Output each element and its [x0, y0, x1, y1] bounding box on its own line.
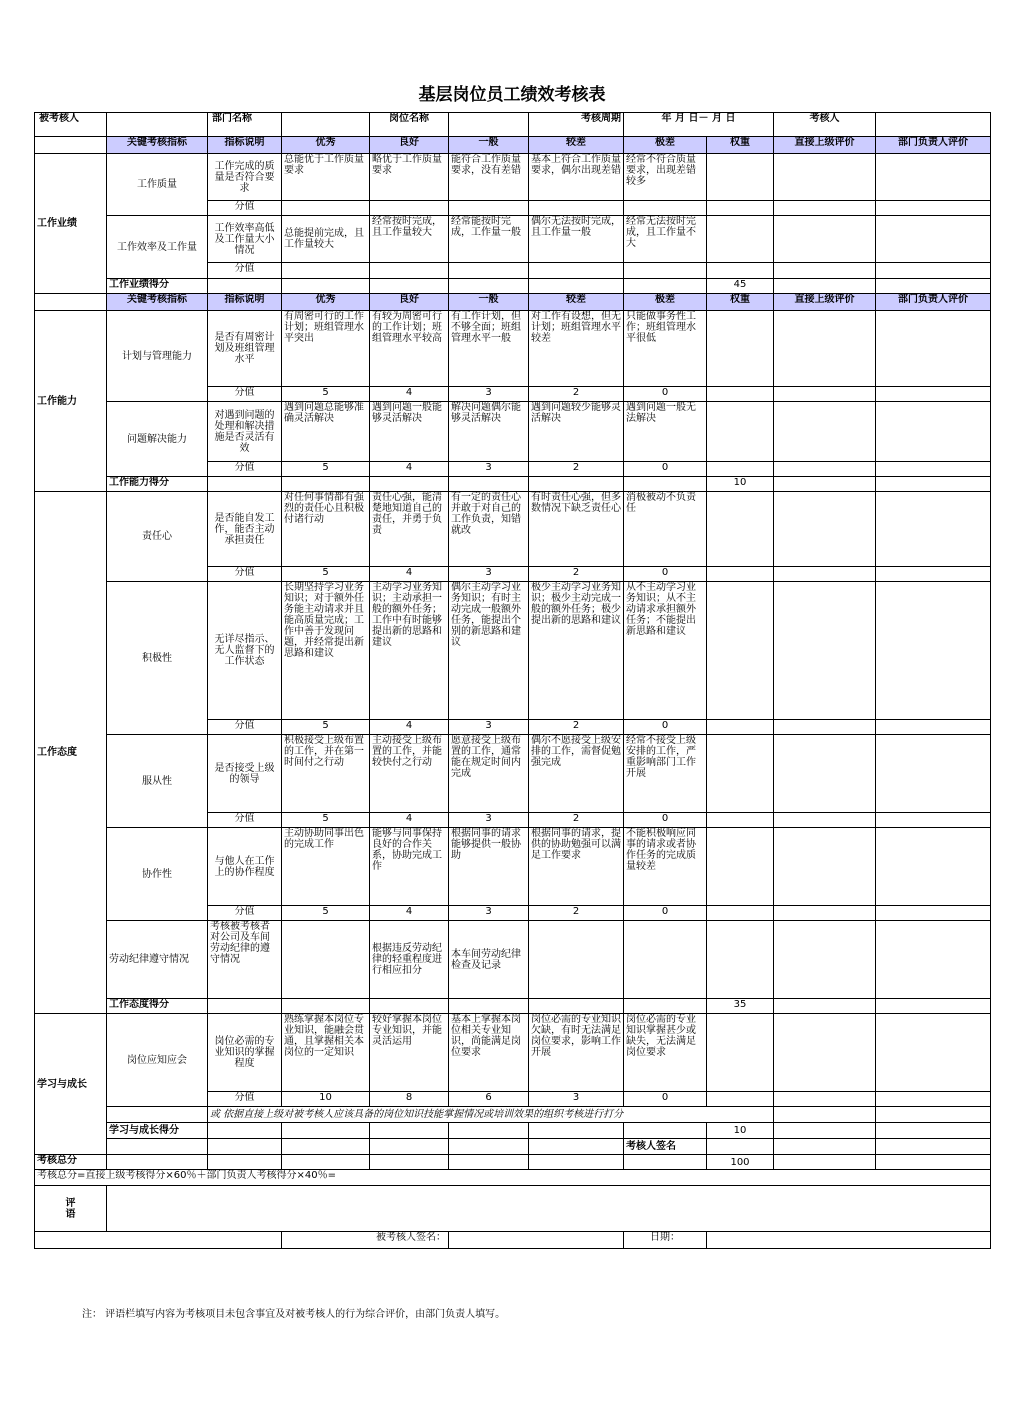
- category-learning: 学习与成长: [35, 1014, 107, 1155]
- score-value: 4: [370, 567, 449, 582]
- col-excellent: 优秀: [282, 294, 370, 311]
- footnote: 注： 评语栏填写内容为考核项目未包含事宜及对被考核人的行为综合评价，由部门负责人填写。: [82, 1309, 506, 1320]
- note-row: [35, 1107, 991, 1123]
- score-value: 0: [624, 720, 707, 735]
- dept-head-eval-cell[interactable]: [876, 828, 991, 906]
- level-average: 能符合工作质量要求，没有差错: [449, 154, 529, 201]
- dept-head-eval-cell[interactable]: [876, 154, 991, 201]
- indicator-desc: 工作完成的质量是否符合要求: [208, 154, 282, 201]
- col-very-poor: 极差: [624, 294, 707, 311]
- examiner-sign-row: [35, 1139, 991, 1155]
- level-very-poor: 遇到问题一般无法解决: [624, 402, 707, 462]
- col-good: 良好: [370, 137, 449, 154]
- col-key-indicator: 关键考核指标: [107, 294, 208, 311]
- appraisal-table: [34, 112, 991, 1249]
- total-row: [35, 1155, 991, 1170]
- score-value: 4: [370, 906, 449, 921]
- level-very-poor: 只能做事务性工作；班组管理水平很低: [624, 311, 707, 387]
- score-value: 6: [449, 1092, 529, 1107]
- col-very-poor: 极差: [624, 137, 707, 154]
- dept-head-eval-cell[interactable]: [876, 735, 991, 813]
- level-good: 经常按时完成，且工作量较大: [370, 216, 449, 263]
- category-attitude: 工作态度: [35, 492, 107, 1014]
- indicator-desc: 是否有周密计划及班组管理水平: [208, 311, 282, 387]
- indicator-desc: 考核被考核者对公司及车间劳动纪律的遵守情况: [208, 921, 282, 999]
- dept-value[interactable]: [282, 113, 370, 137]
- level-poor: 极少主动学习业务知识；极少主动完成一般的额外任务；极少提出新的思路和建议: [529, 582, 624, 720]
- total-formula: 考核总分=直接上级考核得分×60％＋部门负责人考核得分×40％=: [35, 1170, 991, 1186]
- score-value: 5: [282, 813, 370, 828]
- score-value: 10: [282, 1092, 370, 1107]
- col-dept-head-eval: 部门负责人评价: [876, 294, 991, 311]
- indicator-name: 问题解决能力: [107, 402, 208, 477]
- table-row: [35, 735, 991, 813]
- subtotal-row: [35, 477, 991, 492]
- total-label: 考核总分: [35, 1155, 107, 1170]
- col-supervisor-eval: 直接上级评价: [774, 294, 876, 311]
- score-value: 0: [624, 462, 707, 477]
- indicator-name: 劳动纪律遵守情况: [107, 921, 208, 999]
- supervisor-eval-cell[interactable]: [774, 216, 876, 263]
- examiner-sign-label: 考核人签名: [624, 1139, 707, 1155]
- supervisor-eval-cell[interactable]: [774, 311, 876, 387]
- level-average: 经常能按时完成，工作量一般: [449, 216, 529, 263]
- score-value: 4: [370, 462, 449, 477]
- period-label: 考核周期: [529, 113, 624, 137]
- col-poor: 较差: [529, 294, 624, 311]
- indicator-name: 岗位应知应会: [107, 1014, 208, 1107]
- level-excellent: 熟练掌握本岗位专业知识，能融会贯通，且掌握相关本岗位的一定知识: [282, 1014, 370, 1092]
- examinee-value[interactable]: [107, 113, 208, 137]
- level-average: 解决问题偶尔能够灵活解决: [449, 402, 529, 462]
- score-value: 5: [282, 720, 370, 735]
- score-value: 2: [529, 387, 624, 402]
- score-value: 5: [282, 387, 370, 402]
- level-very-poor: 经常不符合质量要求，出现差错较多: [624, 154, 707, 201]
- post-label: 岗位名称: [370, 113, 449, 137]
- score-value: 3: [449, 906, 529, 921]
- score-value: 3: [529, 1092, 624, 1107]
- comment-field[interactable]: [107, 1186, 991, 1232]
- column-header-row: [35, 137, 991, 154]
- score-value: 3: [449, 462, 529, 477]
- subtotal-label: 工作态度得分: [107, 999, 208, 1014]
- level-very-poor: 经常无法按时完成，且工作量不大: [624, 216, 707, 263]
- score-label: 分值: [208, 201, 282, 216]
- score-label: 分值: [208, 462, 282, 477]
- score-value: 5: [282, 906, 370, 921]
- score-label: 分值: [208, 720, 282, 735]
- signature-row: [35, 1232, 991, 1249]
- table-row: [35, 311, 991, 387]
- col-good: 良好: [370, 294, 449, 311]
- indicator-desc: 岗位必需的专业知识的掌握程度: [208, 1014, 282, 1092]
- dept-head-eval-cell[interactable]: [876, 582, 991, 720]
- level-average: 有一定的责任心并敢于对自己的工作负责，知错就改: [449, 492, 529, 567]
- subtotal-label: 学习与成长得分: [107, 1123, 208, 1139]
- supervisor-eval-cell[interactable]: [774, 492, 876, 567]
- weight-cell[interactable]: [707, 492, 774, 567]
- level-average: 愿意接受上级布置的工作，通常能在规定时间内完成: [449, 735, 529, 813]
- level-excellent: 对任何事情都有强烈的责任心且积极付诸行动: [282, 492, 370, 567]
- supervisor-eval-cell[interactable]: [774, 828, 876, 906]
- score-value: 2: [529, 906, 624, 921]
- col-description: 指标说明: [208, 137, 282, 154]
- level-poor: 岗位必需的专业知识欠缺，有时无法满足岗位要求，影响工作开展: [529, 1014, 624, 1092]
- score-value: 3: [449, 813, 529, 828]
- total-weight: 100: [707, 1155, 774, 1170]
- weight-cell[interactable]: [707, 582, 774, 720]
- col-poor: 较差: [529, 137, 624, 154]
- subtotal-weight: 10: [707, 477, 774, 492]
- level-very-poor: 消极被动不负责任: [624, 492, 707, 567]
- score-value: 0: [624, 906, 707, 921]
- dept-head-eval-cell[interactable]: [876, 1014, 991, 1092]
- score-value: 2: [529, 720, 624, 735]
- supervisor-eval-cell[interactable]: [774, 1014, 876, 1092]
- subtotal-weight: 35: [707, 999, 774, 1014]
- score-value: 4: [370, 813, 449, 828]
- level-very-poor: 经常不接受上级安排的工作，严重影响部门工作开展: [624, 735, 707, 813]
- category-performance: 工作业绩: [35, 154, 107, 294]
- level-good: 能够与同事保持良好的合作关系，协助完成工作: [370, 828, 449, 906]
- table-row: [35, 921, 991, 999]
- subtotal-weight: 45: [707, 279, 774, 294]
- indicator-desc: 是否接受上级的领导: [208, 735, 282, 813]
- table-row: [35, 582, 991, 720]
- score-value: 0: [624, 567, 707, 582]
- table-row: [35, 1014, 991, 1092]
- examiner-label: 考核人: [774, 113, 876, 137]
- score-label: 分值: [208, 1092, 282, 1107]
- weight-cell[interactable]: [707, 402, 774, 462]
- level-very-poor: 从不主动学习业务知识；从不主动请求承担额外任务；不能提出新思路和建议: [624, 582, 707, 720]
- level-excellent: 总能提前完成，且工作量较大: [282, 216, 370, 263]
- indicator-desc: 对遇到问题的处理和解决措施是否灵活有效: [208, 402, 282, 462]
- score-value: 0: [624, 1092, 707, 1107]
- labor-rule: 根据违反劳动纪律的轻重程度进行相应扣分: [370, 921, 449, 999]
- level-good: 较好掌握本岗位专业知识，并能灵活运用: [370, 1014, 449, 1092]
- score-value: 5: [282, 567, 370, 582]
- score-value: 0: [624, 387, 707, 402]
- table-row: [35, 492, 991, 567]
- score-value: 4: [370, 387, 449, 402]
- dept-head-eval-cell[interactable]: [876, 216, 991, 263]
- subtotal-row: [35, 1123, 991, 1139]
- date-label: 日期：: [624, 1232, 707, 1249]
- indicator-desc: 无详尽指示、无人监督下的工作状态: [208, 582, 282, 720]
- col-excellent: 优秀: [282, 137, 370, 154]
- examiner-value[interactable]: [876, 113, 991, 137]
- level-good: 遇到问题一般能够灵活解决: [370, 402, 449, 462]
- level-poor: 偶尔不愿接受上级安排的工作，需督促勉强完成: [529, 735, 624, 813]
- indicator-desc: 是否能自发工作，能否主动承担责任: [208, 492, 282, 567]
- score-value: 2: [529, 462, 624, 477]
- indicator-name: 协作性: [107, 828, 208, 921]
- weight-cell[interactable]: [707, 921, 774, 999]
- level-good: 略优于工作质量要求: [370, 154, 449, 201]
- score-value: 3: [449, 387, 529, 402]
- subtotal-row: [35, 999, 991, 1014]
- score-value: 2: [529, 813, 624, 828]
- col-weight: 权重: [707, 294, 774, 311]
- weight-cell[interactable]: [707, 311, 774, 387]
- header-row: [35, 113, 991, 137]
- indicator-name: 计划与管理能力: [107, 311, 208, 402]
- weight-cell[interactable]: [707, 154, 774, 201]
- level-poor: 有时责任心强，但多数情况下缺乏责任心: [529, 492, 624, 567]
- level-poor: 根据同事的请求，提供的协助勉强可以满足工作要求: [529, 828, 624, 906]
- post-value[interactable]: [449, 113, 529, 137]
- col-average: 一般: [449, 294, 529, 311]
- supervisor-eval-cell[interactable]: [774, 402, 876, 462]
- score-value: 0: [624, 813, 707, 828]
- dept-head-eval-cell[interactable]: [876, 492, 991, 567]
- score-value: 2: [529, 567, 624, 582]
- labor-record: 本车间劳动纪律检查及记录: [449, 921, 529, 999]
- indicator-name: 工作质量: [107, 154, 208, 216]
- indicator-desc: 与他人在工作上的协作程度: [208, 828, 282, 906]
- col-weight: 权重: [707, 137, 774, 154]
- score-value: 5: [282, 462, 370, 477]
- level-average: 基本上掌握本岗位相关专业知识，尚能满足岗位要求: [449, 1014, 529, 1092]
- subtotal-label: 工作能力得分: [107, 477, 208, 492]
- level-good: 主动学习业务知识；主动承担一般的额外任务；工作中有时能够提出新的思路和建议: [370, 582, 449, 720]
- level-good: 主动接受上级布置的工作，并能较快付之行动: [370, 735, 449, 813]
- weight-cell[interactable]: [707, 735, 774, 813]
- score-label: 分值: [208, 813, 282, 828]
- category-ability: 工作能力: [35, 311, 107, 492]
- table-row: [35, 154, 991, 201]
- supervisor-eval-cell[interactable]: [774, 735, 876, 813]
- score-label: 分值: [208, 387, 282, 402]
- supervisor-eval-cell[interactable]: [774, 582, 876, 720]
- subtotal-weight: 10: [707, 1123, 774, 1139]
- subtotal-row: [35, 279, 991, 294]
- learning-note: 或 依据直接上级对被考核人应该具备的岗位知识技能掌握情况或培训效果的组织考核进行打分: [208, 1107, 774, 1123]
- level-average: 偶尔主动学习业务知识；有时主动完成一般额外任务，能提出个别的新思路和建议: [449, 582, 529, 720]
- date-field[interactable]: [707, 1232, 991, 1249]
- indicator-name: 服从性: [107, 735, 208, 828]
- examinee-sign-field[interactable]: [449, 1232, 624, 1249]
- indicator-name: 工作效率及工作量: [107, 216, 208, 279]
- weight-cell[interactable]: [707, 216, 774, 263]
- level-good: 责任心强，能清楚地知道自己的责任，并勇于负责: [370, 492, 449, 567]
- level-poor: 对工作有设想，但无计划；班组管理水平较差: [529, 311, 624, 387]
- score-value: 4: [370, 720, 449, 735]
- col-average: 一般: [449, 137, 529, 154]
- level-poor: 偶尔无法按时完成，且工作量一般: [529, 216, 624, 263]
- indicator-desc: 工作效率高低及工作量大小情况: [208, 216, 282, 263]
- level-very-poor: 岗位必需的专业知识掌握甚少或缺失，无法满足岗位要求: [624, 1014, 707, 1092]
- supervisor-eval-cell[interactable]: [774, 154, 876, 201]
- level-excellent: 主动协助同事出色的完成工作: [282, 828, 370, 906]
- level-poor: 遇到问题较少能够灵活解决: [529, 402, 624, 462]
- column-header-row: [35, 294, 991, 311]
- subtotal-label: 工作业绩得分: [107, 279, 208, 294]
- score-label: 分值: [208, 567, 282, 582]
- supervisor-eval-cell[interactable]: [774, 921, 876, 999]
- dept-head-eval-cell[interactable]: [876, 311, 991, 387]
- col-supervisor-eval: 直接上级评价: [774, 137, 876, 154]
- indicator-name: 责任心: [107, 492, 208, 582]
- level-excellent: 有周密可行的工作计划；班组管理水平突出: [282, 311, 370, 387]
- level-excellent: 积极接受上级布置的工作，并在第一时间付之行动: [282, 735, 370, 813]
- level-poor: 基本上符合工作质量要求，偶尔出现差错: [529, 154, 624, 201]
- score-label: 分值: [208, 906, 282, 921]
- comment-row: [35, 1186, 991, 1232]
- table-row: [35, 828, 991, 906]
- col-dept-head-eval: 部门负责人评价: [876, 137, 991, 154]
- score-value: 3: [449, 720, 529, 735]
- level-excellent: 遇到问题总能够准确灵活解决: [282, 402, 370, 462]
- weight-cell[interactable]: [707, 1014, 774, 1092]
- formula-row: [35, 1170, 991, 1186]
- period-value[interactable]: 年 月 日－ 月 日: [624, 113, 774, 137]
- examinee-sign-label: 被考核人签名：: [282, 1232, 449, 1249]
- score-value: 3: [449, 567, 529, 582]
- col-key-indicator: 关键考核指标: [107, 137, 208, 154]
- examinee-label: 被考核人: [35, 113, 107, 137]
- table-row: [35, 216, 991, 263]
- level-good: 有较为周密可行的工作计划；班组管理水平较高: [370, 311, 449, 387]
- score-label: 分值: [208, 263, 282, 279]
- dept-label: 部门名称: [208, 113, 282, 137]
- score-value: 8: [370, 1092, 449, 1107]
- dept-head-eval-cell[interactable]: [876, 921, 991, 999]
- dept-head-eval-cell[interactable]: [876, 402, 991, 462]
- level-excellent: 长期坚持学习业务知识；对于额外任务能主动请求并且能高质量完成；工作中善于发现问题，并经常提出新思路和建议: [282, 582, 370, 720]
- indicator-name: 积极性: [107, 582, 208, 735]
- level-excellent: 总能优于工作质量要求: [282, 154, 370, 201]
- level-average: 有工作计划，但不够全面；班组管理水平一般: [449, 311, 529, 387]
- col-description: 指标说明: [208, 294, 282, 311]
- page-title: 基层岗位员工绩效考核表: [418, 85, 606, 105]
- table-row: [35, 402, 991, 462]
- level-very-poor: 不能积极响应同事的请求或者协作任务的完成质量较差: [624, 828, 707, 906]
- level-average: 根据同事的请求能够提供一般协助: [449, 828, 529, 906]
- weight-cell[interactable]: [707, 828, 774, 906]
- comment-label: 评 语: [35, 1186, 107, 1232]
